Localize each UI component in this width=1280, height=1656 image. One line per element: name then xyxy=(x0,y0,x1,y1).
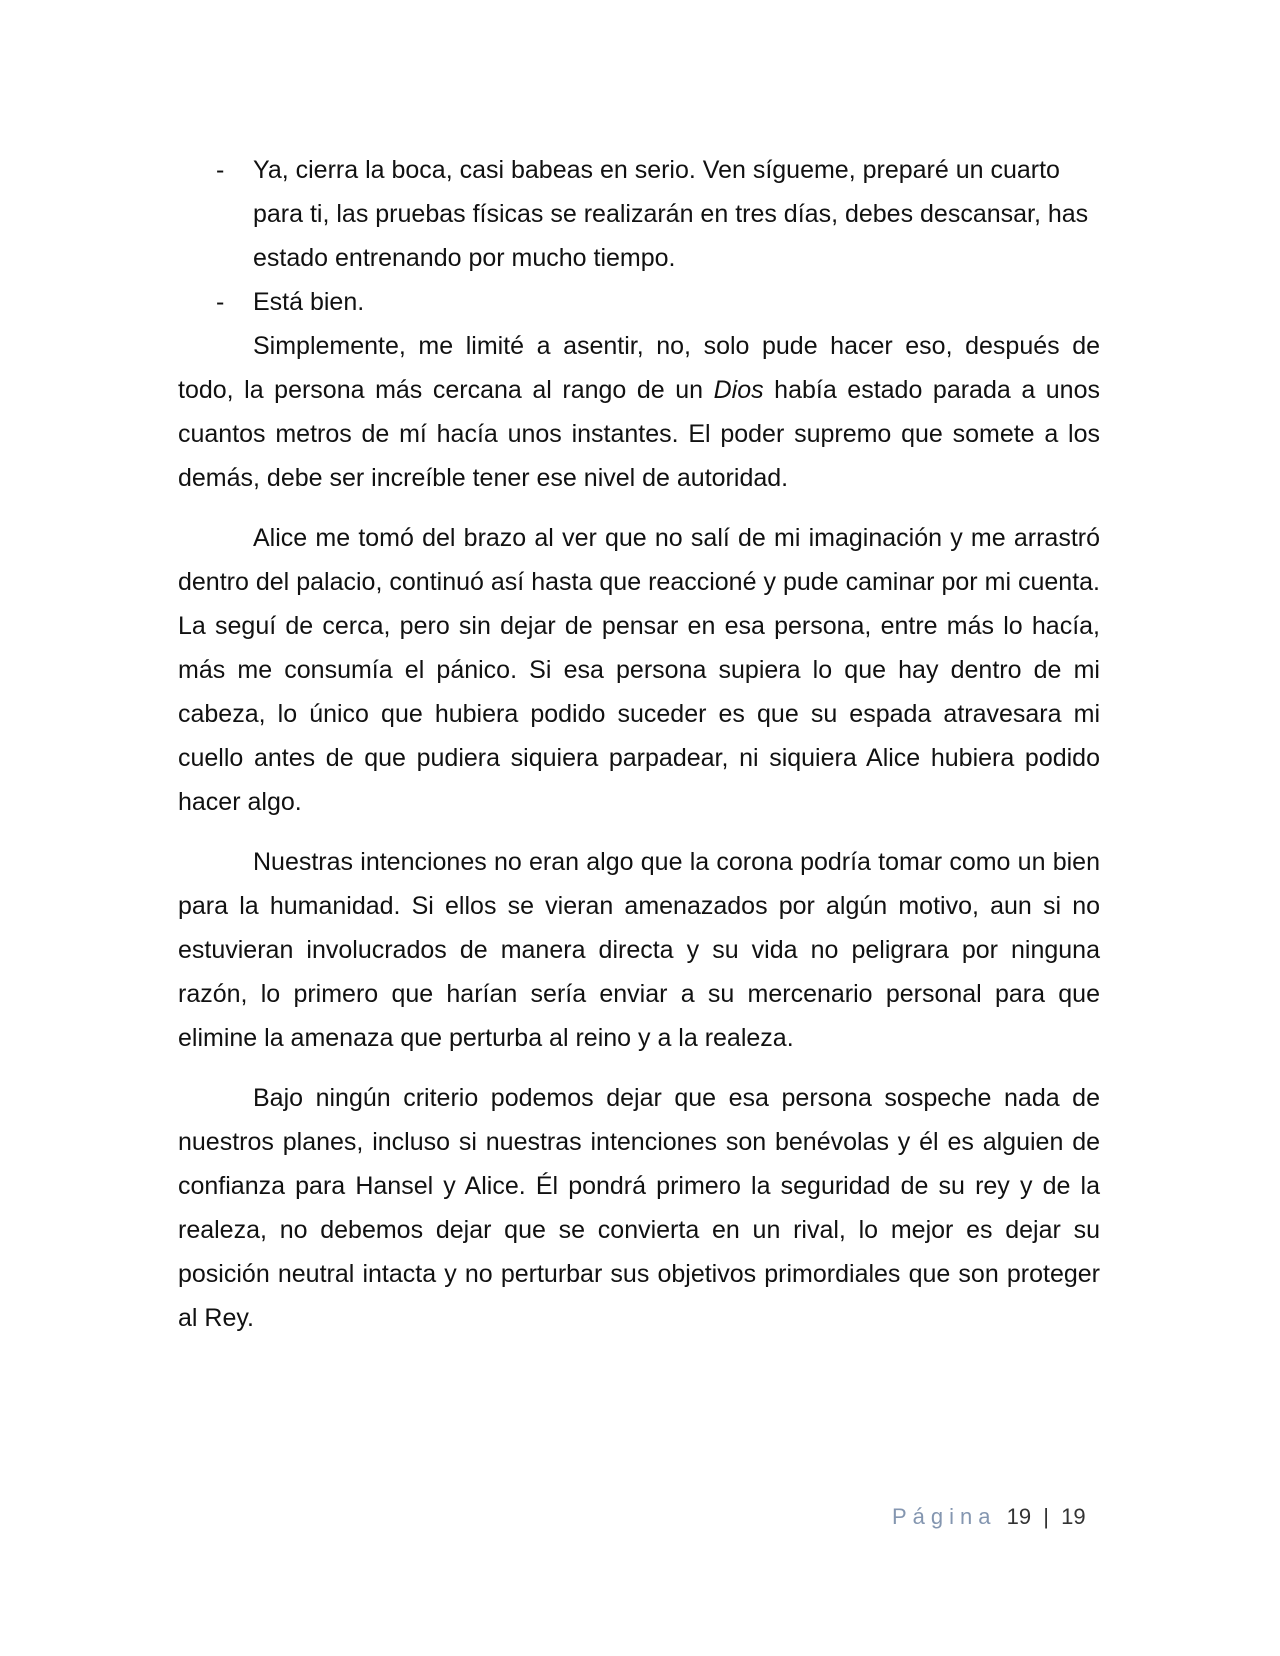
body-paragraph xyxy=(178,324,1100,500)
dialogue-dash: - xyxy=(216,156,225,184)
paragraph-text: había estado parada a unos cuantos metros de mí hacía unos instantes. El poder supremo que somete a los demás, debe ser increíble tener ese nivel de autoridad. xyxy=(178,376,1100,492)
body-paragraph: Bajo ningún criterio podemos dejar que esa persona sospeche nada de nuestros planes, incluso si nuestras intenciones son benévolas y él es alguien de confianza para Hansel y Alice. Él pondrá primero la seguridad de su rey y de la realeza, no debemos dejar que se convierta en un rival, lo mejor es dejar su posición neutral intacta y no perturbar sus objetivos primordiales que son proteger al Rey. xyxy=(178,1084,1100,1332)
italic-word: Dios xyxy=(713,376,764,404)
page-footer xyxy=(892,1503,1086,1531)
page-separator: | xyxy=(1043,1504,1049,1529)
page-label: Página xyxy=(892,1504,997,1529)
paragraph-text: Simplemente, me limité a asentir, no, solo pude hacer eso, después de todo, la persona más cercana al rango de un xyxy=(178,332,1100,404)
total-pages-number: 19 xyxy=(1061,1504,1086,1529)
dialogue-line xyxy=(178,280,1100,324)
body-paragraph: Nuestras intenciones no eran algo que la corona podría tomar como un bien para la humanidad. Si ellos se vieran amenazados por algún motivo, aun si no estuvieran involucrados de manera directa y su vida no peligrara por ninguna razón, lo primero que harían sería enviar a su mercenario personal para que elimine la amenaza que perturba al reino y a la realeza. xyxy=(178,848,1100,1052)
body-paragraph: Alice me tomó del brazo al ver que no salí de mi imaginación y me arrastró dentro del palacio, continuó así hasta que reaccioné y pude caminar por mi cuenta. La seguí de cerca, pero sin dejar de pensar en esa persona, entre más lo hacía, más me consumía el pánico. Si esa persona supiera lo que hay dentro de mi cabeza, lo único que hubiera podido suceder es que su espada atravesara mi cuello antes de que pudiera siquiera parpadear, ni siquiera Alice hubiera podido hacer algo. xyxy=(178,524,1100,816)
dialogue-dash: - xyxy=(216,288,225,316)
current-page-number: 19 xyxy=(1006,1504,1032,1529)
dialogue-text: Ya, cierra la boca, casi babeas en serio. Ven sígueme, preparé un cuarto para ti, las pruebas físicas se realizarán en tres días, debes descansar, has estado entrenando por mucho tiempo. xyxy=(253,156,1089,272)
document-page xyxy=(178,148,1100,1356)
dialogue-text: Está bien. xyxy=(253,288,365,316)
dialogue-line xyxy=(178,148,1100,280)
